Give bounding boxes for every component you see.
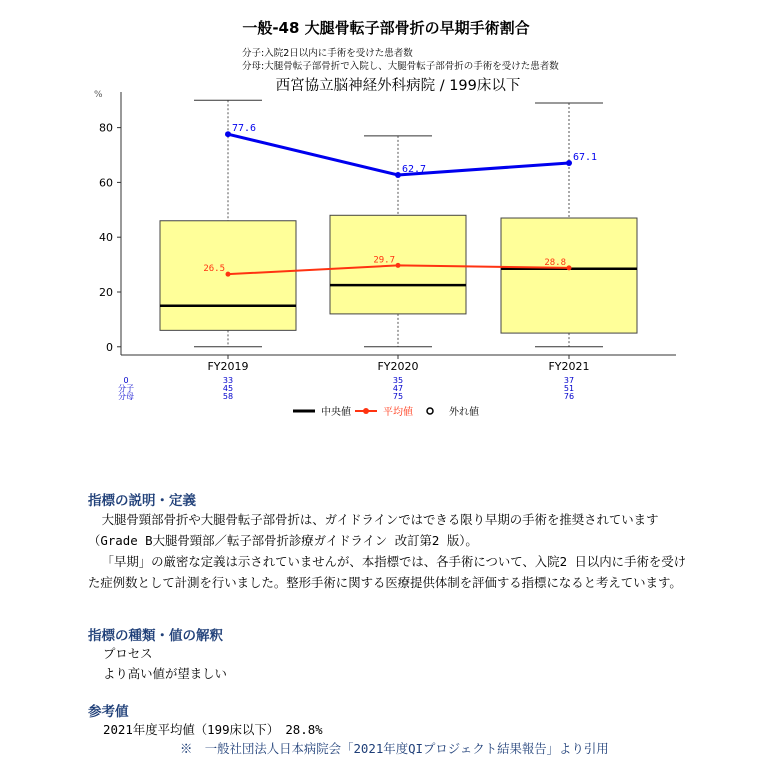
count-value: 37	[563, 376, 575, 385]
average-point	[396, 263, 401, 268]
reference-value: 2021年度平均値（199床以下） 28.8%	[103, 722, 323, 737]
count-value: 58	[222, 392, 234, 401]
x-tick-label: FY2021	[548, 360, 590, 373]
average-value-label: 29.7	[373, 255, 395, 266]
description-paragraph-1: 大腿骨頸部骨折や大腿骨転子部骨折は、ガイドラインではできる限り早期の手術を推奨されています（Grade B大腿骨頸部／転子部骨折診療ガイドライン 改訂第2 版）。	[88, 512, 659, 548]
hospital-point	[395, 172, 401, 178]
average-point	[226, 272, 231, 277]
count-value: 75	[392, 392, 404, 401]
average-value-label: 26.5	[203, 264, 225, 275]
box-iqr	[501, 218, 637, 333]
hospital-name: 西宮協立脳神経外科病院 / 199床以下	[275, 78, 521, 94]
count-value: 35	[392, 376, 404, 385]
y-tick-label: 0	[106, 340, 113, 354]
count-value: 45	[222, 384, 234, 393]
count-row-label: 0	[123, 376, 129, 385]
x-tick-label: FY2020	[377, 360, 419, 373]
section-title-type: 指標の種類・値の解釈	[88, 628, 223, 644]
chart-subtitle-denominator: 分母:大腿骨転子部骨折で入院し、大腿骨転子部骨折の手術を受けた患者数	[242, 61, 559, 72]
hospital-value-label: 67.1	[573, 151, 598, 163]
plot-area	[99, 92, 676, 418]
y-tick-label: 80	[99, 121, 113, 135]
x-tick-label: FY2019	[207, 360, 249, 373]
chart-subtitle-numerator: 分子:入院2日以内に手術を受けた患者数	[242, 48, 413, 59]
hospital-value-label: 62.7	[402, 164, 427, 176]
type-value: プロセス	[103, 646, 153, 661]
y-tick-label: 60	[99, 176, 113, 190]
hospital-point	[225, 131, 231, 137]
reference-source-note: ※ 一般社団法人日本病院会「2021年度QIプロジェクト結果報告」より引用	[180, 741, 609, 756]
chart-title: 一般-48 大腿骨転子部骨折の早期手術割合	[242, 19, 530, 37]
count-value: 33	[222, 376, 234, 385]
y-tick-label: 40	[99, 231, 113, 245]
y-axis-unit: %	[94, 90, 103, 100]
average-value-label: 28.8	[544, 257, 566, 268]
section-title-reference: 参考値	[88, 704, 129, 720]
legend-median-label: 中央値	[321, 407, 351, 418]
hospital-value-label: 77.6	[232, 123, 257, 135]
description-paragraph-2: 「早期」の厳密な定義は示されていませんが、本指標では、各手術について、入院2 日以内に手術を受けた症例数として計測を行いました。整形手術に関する医療提供体制を評価する指標になると考えています。	[88, 554, 687, 590]
interpretation-value: より高い値が望ましい	[103, 666, 227, 681]
count-value: 47	[392, 384, 404, 393]
average-point	[567, 265, 572, 270]
legend-average-label: 平均値	[383, 407, 413, 418]
legend-outlier-label: 外れ値	[449, 407, 479, 418]
count-value: 51	[563, 384, 575, 393]
count-row-label: 分母	[118, 392, 134, 401]
hospital-point	[566, 160, 572, 166]
y-tick-label: 20	[99, 285, 113, 299]
count-row-label: 分子	[118, 384, 134, 393]
legend-average-dot	[363, 408, 369, 414]
legend-outlier-swatch	[427, 408, 433, 414]
section-title-description: 指標の説明・定義	[88, 493, 196, 509]
count-value: 76	[563, 392, 575, 401]
